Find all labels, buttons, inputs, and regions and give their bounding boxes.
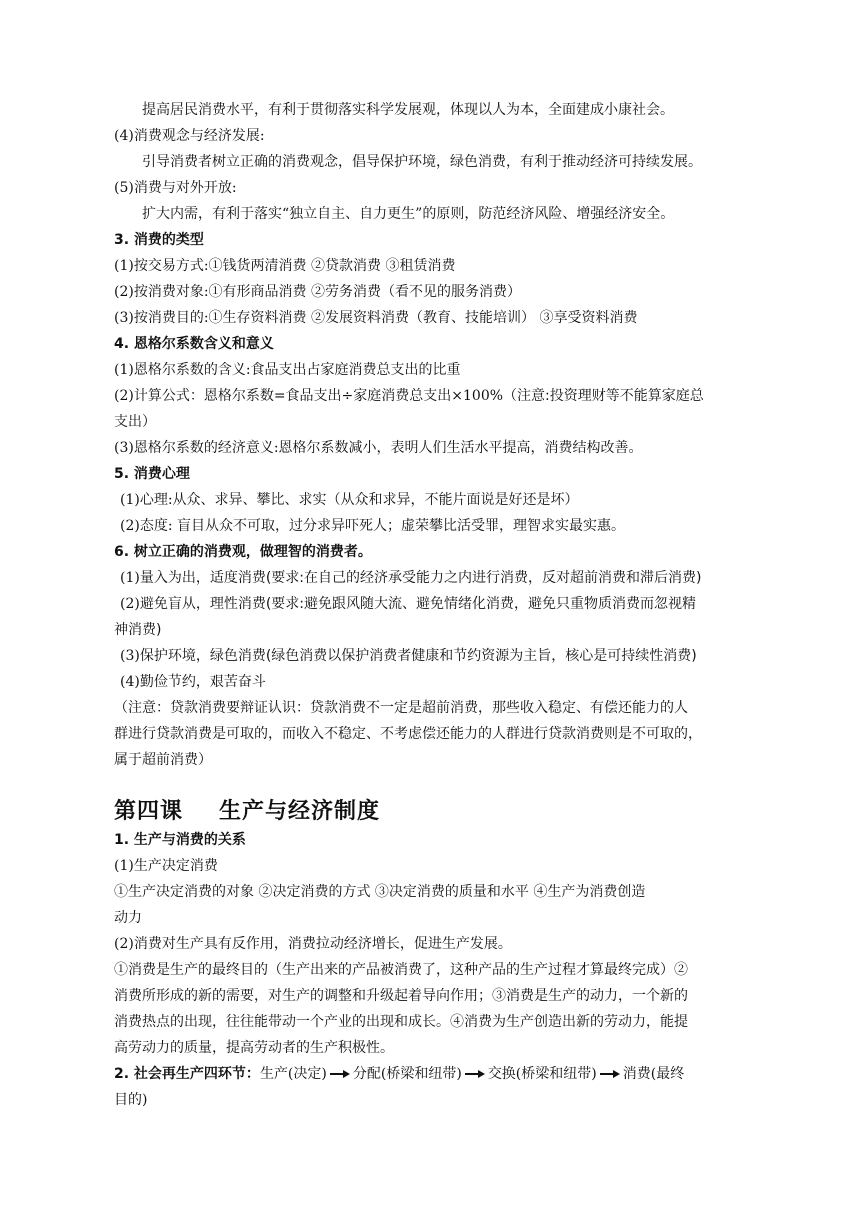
- list-item: (1)生产决定消费: [114, 858, 218, 874]
- arrow-right-icon: [329, 1069, 351, 1079]
- list-item-text: (1)心理:从众、求异、攀比、求实: [120, 492, 327, 508]
- list-item: [120, 646, 697, 666]
- section-heading: 4. 恩格尔系数含义和意义: [114, 336, 274, 352]
- list-item: [120, 568, 701, 588]
- lesson-name: 生产与经济制度: [219, 798, 381, 824]
- note-line: 属于超前消费）: [114, 752, 212, 768]
- paragraph-line: ①消费是生产的最终目的（生产出来的产品被消费了，这种产品的生产过程才算最终完成）②: [114, 962, 688, 978]
- list-item-note: （教育、技能培训）: [409, 310, 535, 326]
- list-item-note: (要求:在自己的经济承受能力之内进行消费，反对超前消费和滞后消费): [265, 570, 702, 586]
- list-item: (2)消费对生产具有反作用，消费拉动经济增长，促进生产发展。: [114, 936, 512, 952]
- paragraph-line: 消费热点的出现，往往能带动一个产业的出现和成长。④消费为生产创造出新的劳动力，能提: [114, 1014, 688, 1030]
- flow-step: 消费(最终: [622, 1066, 685, 1082]
- list-item: (1)按交易方式:①钱货两清消费 ②贷款消费 ③租赁消费: [114, 258, 456, 274]
- flow-step: 交换(桥梁和纽带): [487, 1066, 597, 1082]
- list-item: [120, 594, 696, 614]
- list-item-note: (绿色消费以保护消费者健康和节约资源为主旨，核心是可持续性消费): [265, 648, 697, 664]
- list-item-text: (1)量入为出，适度消费: [120, 570, 266, 586]
- list-item-note: 神消费): [114, 622, 162, 638]
- list-item-text: (2)按消费对象:①有形商品消费 ②劳务消费: [114, 284, 381, 300]
- section-heading: 1. 生产与消费的关系: [114, 832, 246, 848]
- paragraph-line: 消费所形成的新的需要，对生产的调整和升级起着导向作用；③消费是生产的动力，一个新的: [114, 988, 688, 1004]
- list-item-text: (2)计算公式：恩格尔系数=食品支出÷家庭消费总支出×100%: [114, 388, 504, 404]
- list-item: (5)消费与对外开放:: [114, 180, 237, 196]
- list-item-note: 支出）: [114, 414, 156, 430]
- section-heading: 5. 消费心理: [114, 466, 190, 482]
- section-heading: 3. 消费的类型: [114, 232, 204, 248]
- paragraph-line: 动力: [114, 910, 142, 926]
- section-heading: 6. 树立正确的消费观，做理智的消费者。: [114, 544, 372, 560]
- list-item: (3)恩格尔系数的经济意义:恩格尔系数减小，表明人们生活水平提高，消费结构改善。: [114, 440, 643, 456]
- paragraph-line: 目的): [114, 1092, 148, 1108]
- note-line: （注意：贷款消费要辩证认识：贷款消费不一定是超前消费，那些收入稳定、有偿还能力的人: [114, 700, 688, 716]
- list-item: (4)消费观念与经济发展:: [114, 128, 265, 144]
- list-item: [114, 308, 637, 328]
- list-item: [120, 490, 579, 510]
- paragraph-line: ①生产决定消费的对象 ②决定消费的方式 ③决定消费的质量和水平 ④生产为消费创造: [114, 884, 646, 900]
- paragraph-line: 扩大内需，有利于落实“独立自主、自力更生”的原则，防范经济风险、增强经济安全。: [142, 206, 675, 222]
- list-item: (4)勤俭节约，艰苦奋斗: [120, 674, 266, 690]
- list-item-text: (3)保护环境，绿色消费: [120, 648, 266, 664]
- paragraph-line: 提高居民消费水平，有利于贯彻落实科学发展观，体现以人为本，全面建成小康社会。: [142, 102, 674, 118]
- list-item: (1)恩格尔系数的含义:食品支出占家庭消费总支出的比重: [114, 362, 461, 378]
- list-item-note: （从众和求异，不能片面说是好还是坏）: [326, 492, 579, 508]
- list-item-note: （注意:投资理财等不能算家庭总: [503, 388, 704, 404]
- list-item-text: (2)避免盲从，理性消费: [120, 596, 266, 612]
- list-item-text: (3)按消费目的:①生存资料消费 ②发展资料消费: [114, 310, 409, 326]
- arrow-right-icon: [464, 1069, 486, 1079]
- paragraph-line: 引导消费者树立正确的消费观念，倡导保护环境，绿色消费，有利于推动经济可持续发展。: [142, 154, 702, 170]
- lesson-number: 第四课: [114, 798, 184, 824]
- list-item: [114, 386, 704, 406]
- section-heading: 2. 社会再生产四环节：: [114, 1066, 260, 1082]
- list-item: [114, 282, 521, 302]
- paragraph-line: 高劳动力的质量，提高劳动者的生产积极性。: [114, 1040, 394, 1056]
- flow-line: [114, 1064, 684, 1084]
- lesson-title: [114, 794, 380, 825]
- list-item-text: ③享受资料消费: [539, 310, 638, 326]
- flow-step: 分配(桥梁和纽带): [352, 1066, 462, 1082]
- note-line: 群进行贷款消费是可取的，而收入不稳定、不考虑偿还能力的人群进行贷款消费则是不可取的，: [114, 726, 702, 742]
- arrow-right-icon: [599, 1069, 621, 1079]
- list-item: (2)态度: 盲目从众不可取，过分求异吓死人；虚荣攀比活受罪，理智求实最实惠。: [120, 518, 625, 534]
- list-item-note: (要求:避免跟风随大流、避免情绪化消费，避免只重物质消费而忽视精: [265, 596, 697, 612]
- list-item-note: （看不见的服务消费）: [381, 284, 521, 300]
- flow-step: 生产(决定): [259, 1066, 327, 1082]
